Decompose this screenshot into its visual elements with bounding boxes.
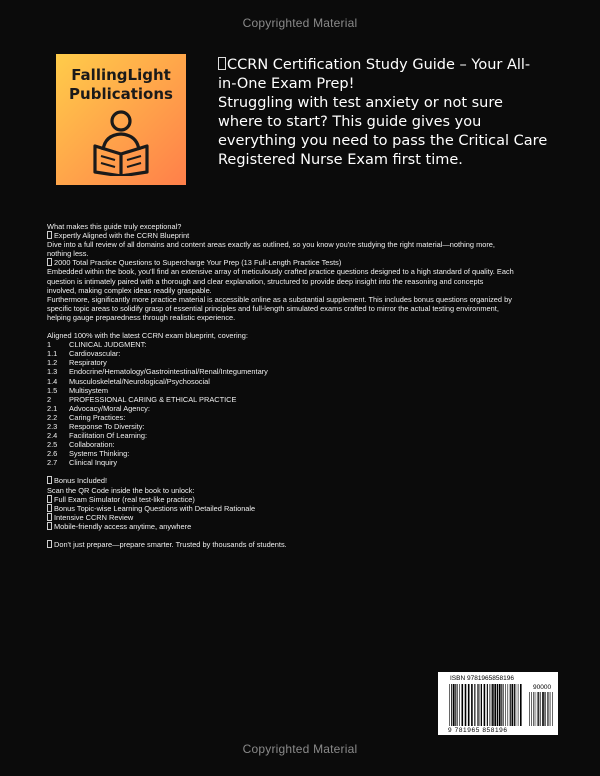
tagline xyxy=(47,540,572,549)
copyright-watermark-bottom: Copyrighted Material xyxy=(242,742,358,756)
blueprint-item-number: 1.3 xyxy=(47,367,58,377)
blueprint-item-text: Musculoskeletal/Neurological/Psychosocial xyxy=(69,376,210,386)
blueprint-item-text: Respiratory xyxy=(69,358,107,368)
headline-line: in-One Exam Prep! xyxy=(218,76,355,92)
blueprint-item-number: 2.6 xyxy=(47,449,58,459)
headline-text: CCRN Certification Study Guide – Your All- xyxy=(227,57,531,73)
blueprint-item-number: 1.2 xyxy=(47,358,58,368)
headline-line: everything you need to pass the Critical Care xyxy=(218,133,548,149)
blueprint-item-text: Caring Practices: xyxy=(69,412,126,422)
blueprint-item-number: 2 xyxy=(47,394,52,404)
feature-2-line: Embedded within the book, you'll find an extensive array of meticulously crafted practice questions designed to a high standard of quality. Each xyxy=(47,267,514,277)
blueprint-item-number: 1.4 xyxy=(47,376,58,386)
feature-1-line: Dive into a full review of all domains and content areas exactly as outlined, so you know you're studying the right material—nothing more, xyxy=(47,240,495,250)
bonus-title-text: Bonus Included! xyxy=(54,476,108,486)
bonus-list xyxy=(47,495,572,531)
logo-line-2: Publications xyxy=(69,85,173,103)
bonus-item-text: Mobile-friendly access anytime, anywhere xyxy=(54,521,192,531)
headline-line: Struggling with test anxiety or not sure xyxy=(218,95,503,111)
missing-glyph-icon xyxy=(218,57,226,70)
feature-2-line: involved, making complex ideas readily graspable. xyxy=(47,285,212,295)
missing-glyph-icon xyxy=(47,504,52,512)
missing-glyph-icon xyxy=(47,258,52,266)
blueprint-item-text: Cardiovascular: xyxy=(69,349,121,359)
isbn-barcode xyxy=(438,672,558,735)
blueprint-item xyxy=(47,404,572,413)
tagline-text: Don't just prepare—prepare smarter. Trusted by thousands of students. xyxy=(54,540,287,549)
missing-glyph-icon xyxy=(47,231,52,239)
blueprint-item-number: 2.1 xyxy=(47,403,58,413)
bonus-item xyxy=(47,495,572,504)
blueprint-item-text: CLINICAL JUDGMENT: xyxy=(69,340,147,350)
feature-2-title xyxy=(47,258,572,267)
blueprint-item xyxy=(47,422,572,431)
feature-2-line: question is intimately paired with a thorough and clear explanation, structured to provide deep insight into the reasoning and concepts xyxy=(47,276,484,286)
ean-digits: 9 781965 858196 xyxy=(448,727,508,734)
blueprint-item-number: 1 xyxy=(47,340,52,350)
ean-barcode-bars xyxy=(448,684,524,726)
description-body xyxy=(47,222,572,549)
copyright-watermark-top: Copyrighted Material xyxy=(242,16,358,30)
blueprint-item xyxy=(47,440,572,449)
blueprint-list xyxy=(47,340,572,467)
headline-line: where to start? This guide gives you xyxy=(218,114,482,130)
bonus-item xyxy=(47,504,572,513)
blueprint-item-text: Clinical Inquiry xyxy=(69,458,118,468)
missing-glyph-icon xyxy=(47,476,52,484)
blueprint-item-text: Endocrine/Hematology/Gastrointestinal/Renal/Integumentary xyxy=(69,367,268,377)
blueprint-item-text: Multisystem xyxy=(69,385,109,395)
headline-line: Registered Nurse Exam first time. xyxy=(218,152,463,168)
blueprint-item-text: Advocacy/Moral Agency: xyxy=(69,403,150,413)
blueprint-item-number: 2.2 xyxy=(47,412,58,422)
missing-glyph-icon xyxy=(47,522,52,530)
intro-question: What makes this guide truly exceptional? xyxy=(47,222,182,231)
blueprint-item-text: Collaboration: xyxy=(69,440,115,450)
feature-2-line: helping gauge preparedness through realistic experience. xyxy=(47,312,236,322)
feature-1-line: nothing less. xyxy=(47,249,89,259)
price-code: 90000 xyxy=(533,684,552,691)
headline-line xyxy=(218,56,578,75)
feature-2-line: specific topic areas to solidify grasp of essential principles and full-length simulated exams crafted to mirror the actual testing environment, xyxy=(47,303,499,313)
blueprint-item-number: 2.5 xyxy=(47,440,58,450)
blueprint-item xyxy=(47,377,572,386)
blueprint-item xyxy=(47,431,572,440)
reading-person-icon xyxy=(89,110,153,176)
blueprint-item-number: 2.3 xyxy=(47,421,58,431)
bonus-item xyxy=(47,522,572,531)
logo-line-1: FallingLight xyxy=(71,66,171,84)
blueprint-item xyxy=(47,458,572,467)
isbn-label: ISBN 9781965858196 xyxy=(450,675,514,682)
bonus-item-text: Bonus Topic-wise Learning Questions with Detailed Rationale xyxy=(54,503,256,513)
feature-2-title-text: 2000 Total Practice Questions to Supercharge Your Prep (13 Full-Length Practice Tests) xyxy=(54,258,342,268)
bonus-item-text: Full Exam Simulator (real test-like practice) xyxy=(54,494,195,504)
bonus-scan: Scan the QR Code inside the book to unlock: xyxy=(47,485,195,495)
blueprint-item-text: Facilitation Of Learning: xyxy=(69,431,148,441)
bonus-title xyxy=(47,476,572,485)
blueprint-item xyxy=(47,386,572,395)
missing-glyph-icon xyxy=(47,513,52,521)
blueprint-item xyxy=(47,349,572,358)
blueprint-item-text: Response To Diversity: xyxy=(69,421,145,431)
headline xyxy=(218,56,578,170)
blueprint-item xyxy=(47,358,572,367)
missing-glyph-icon xyxy=(47,540,52,548)
publisher-logo xyxy=(56,54,186,185)
blueprint-item xyxy=(47,395,572,404)
bonus-item-text: Intensive CCRN Review xyxy=(54,512,134,522)
publisher-logo-text xyxy=(56,66,186,104)
blueprint-item xyxy=(47,340,572,349)
price-addon-bars xyxy=(528,692,554,726)
blueprint-item xyxy=(47,413,572,422)
bonus-item xyxy=(47,513,572,522)
blueprint-item-text: PROFESSIONAL CARING & ETHICAL PRACTICE xyxy=(69,394,237,404)
blueprint-item-number: 1.1 xyxy=(47,349,58,359)
missing-glyph-icon xyxy=(47,495,52,503)
feature-1-title xyxy=(47,231,572,240)
blueprint-intro: Aligned 100% with the latest CCRN exam blueprint, covering: xyxy=(47,331,248,341)
blueprint-item xyxy=(47,449,572,458)
blueprint-item-text: Systems Thinking: xyxy=(69,449,130,459)
feature-1-title-text: Expertly Aligned with the CCRN Blueprint xyxy=(54,231,190,241)
blueprint-item xyxy=(47,367,572,376)
blueprint-item-number: 2.4 xyxy=(47,431,58,441)
blueprint-item-number: 1.5 xyxy=(47,385,58,395)
feature-2-line: Furthermore, significantly more practice material is accessible online as a substantial supplement. This includes bonus questions organized by xyxy=(47,294,512,304)
blueprint-item-number: 2.7 xyxy=(47,458,58,468)
